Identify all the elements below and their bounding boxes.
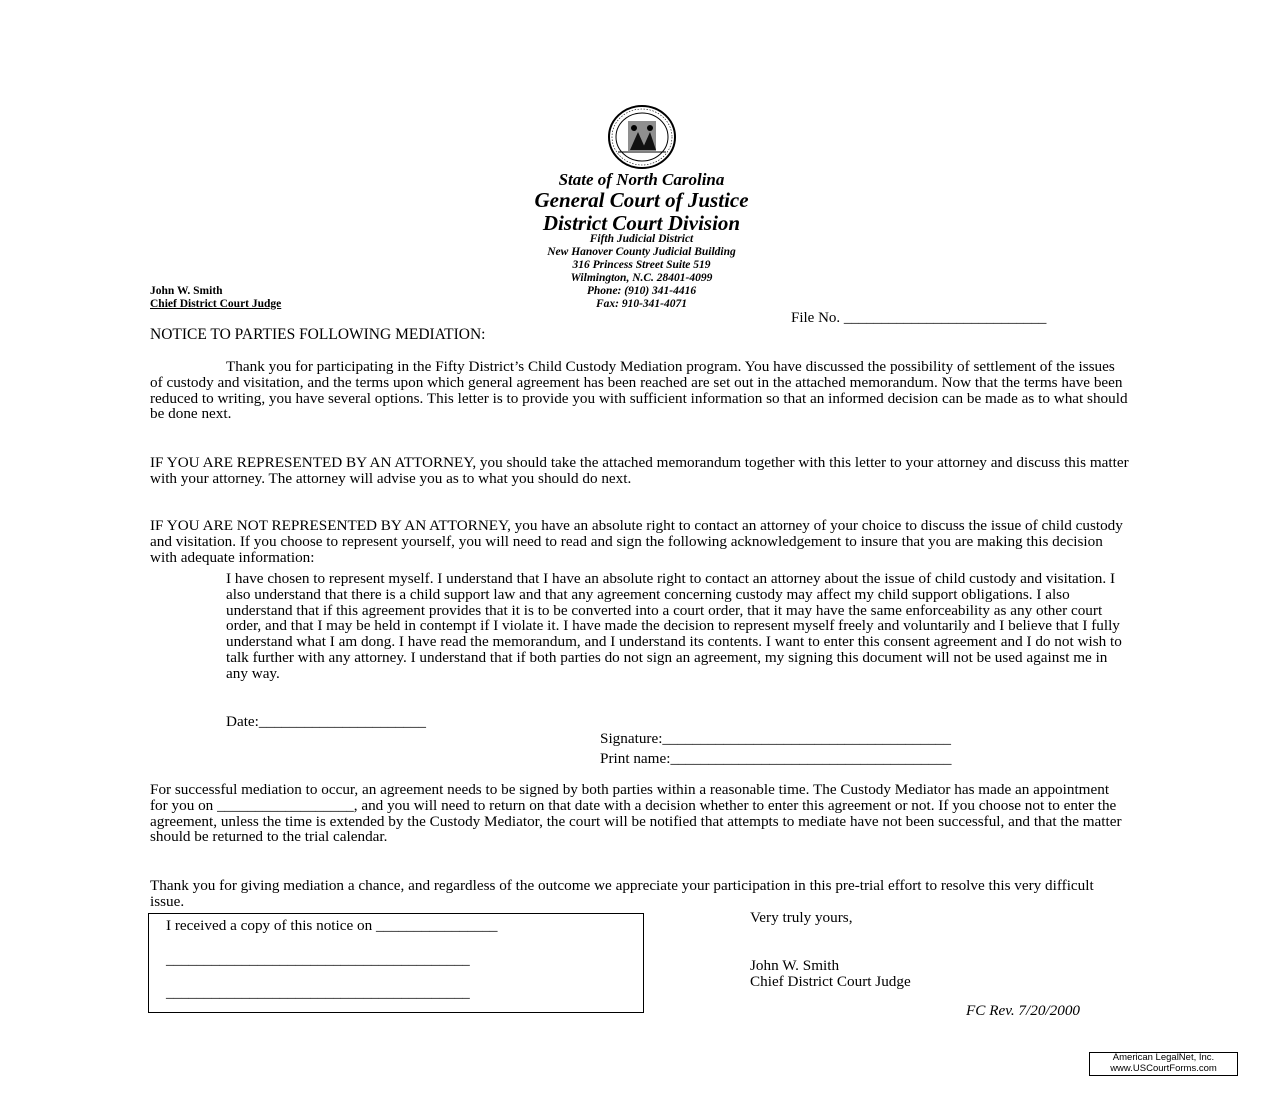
address-line: New Hanover County Judicial Building <box>547 246 736 258</box>
closing-title: Chief District Court Judge <box>750 973 911 990</box>
state-heading: State of North Carolina <box>558 170 725 189</box>
address-line: Fifth Judicial District <box>589 233 694 245</box>
receipt-blank-line[interactable]: ________________________________________ <box>166 984 470 1001</box>
closing-name: John W. Smith <box>750 957 840 974</box>
judge-block <box>150 285 281 311</box>
badge-line: www.USCourtForms.com <box>1110 1062 1217 1074</box>
intro-paragraph: Thank you for participating in the Fifty District’s Child Custody Mediation program. You have discussed the possibility of settlement of the issues of custody and visitation, and the terms upon which general agreement has been reached are set out in the attached memorandum. Now that the terms have been reduced to writing, you have several options. This letter is to provide you with sufficient information so that an informed decision can be made as to what should be done next. <box>150 358 1128 423</box>
badge-line: American LegalNet, Inc. <box>1112 1052 1215 1063</box>
state-seal-icon <box>594 104 690 170</box>
print-name-field[interactable]: Print name:_____________________________________ <box>600 750 952 767</box>
revision-label: FC Rev. 7/20/2000 <box>966 1002 1081 1019</box>
judge-name: John W. Smith <box>150 285 223 297</box>
receipt-line[interactable]: I received a copy of this notice on ________________ <box>166 917 498 934</box>
judge-title: Chief District Court Judge <box>150 298 282 310</box>
court-heading: General Court of Justice <box>534 188 749 212</box>
address-line: Fax: 910-341-4071 <box>595 298 688 310</box>
mediation-paragraph: For successful mediation to occur, an agreement needs to be signed by both parties within a reasonable time. The Custody Mediator has made an appointment for you on __________________, and you will need to return on that date with a decision whether to enter this agreement or not. If you choose not to enter the agreement, unless the time is extended by the Custody Mediator, the court will be notified that attempts to mediate have not been successful, and that the matter should be returned to the trial calendar. <box>150 781 1122 846</box>
receipt-box <box>148 913 644 1013</box>
address-line: Wilmington, N.C. 28401-4099 <box>570 272 713 284</box>
date-field[interactable]: Date:______________________ <box>226 713 426 730</box>
closing-salutation: Very truly yours, <box>750 909 853 926</box>
notice-title: NOTICE TO PARTIES FOLLOWING MEDIATION: <box>150 326 486 343</box>
not-represented-paragraph: IF YOU ARE NOT REPRESENTED BY AN ATTORNEY, you have an absolute right to contact an attorney of your choice to discuss the issue of child custody and visitation. If you choose to represent yourself, you will need to read and sign the following acknowledgement to insure that you are making this decision with adequate information: <box>150 517 1123 566</box>
publisher-badge <box>1089 1052 1238 1076</box>
file-number-field[interactable]: File No. ___________________________ <box>791 310 1047 326</box>
thanks-paragraph: Thank you for giving mediation a chance, and regardless of the outcome we appreciate your participation in this pre-trial effort to resolve this very difficult issue. <box>150 877 1094 910</box>
address-line: 316 Princess Street Suite 519 <box>572 259 711 271</box>
division-heading: District Court Division <box>542 211 741 235</box>
address-line: Phone: (910) 341-4416 <box>586 285 697 297</box>
acknowledgement-paragraph: I have chosen to represent myself. I understand that I have an absolute right to contact an attorney about the issue of child custody and visitation. I also understand that there is a child support law and that any agreement concerning custody may affect my child support obligations. I also understand that if this agreement provides that it is to be converted into a court order, that it may have the same enforceability as any other court order, and that I may be held in contempt if I violate it. I have made the decision to represent myself freely and voluntarily and I believe that I fully understand what I am dong. I have read the memorandum, and I understand its contents. I want to enter this consent agreement and I do not wish to talk further with any attorney. I understand that if both parties do not sign an agreement, my signing this document will not be used against me in any way. <box>226 570 1122 682</box>
signature-field[interactable]: Signature:______________________________________ <box>600 730 951 747</box>
represented-paragraph: IF YOU ARE REPRESENTED BY AN ATTORNEY, you should take the attached memorandum together with this letter to your attorney and discuss this matter with your attorney. The attorney will advise you as to what you should do next. <box>150 454 1129 487</box>
receipt-blank-line[interactable]: ________________________________________ <box>166 951 470 968</box>
